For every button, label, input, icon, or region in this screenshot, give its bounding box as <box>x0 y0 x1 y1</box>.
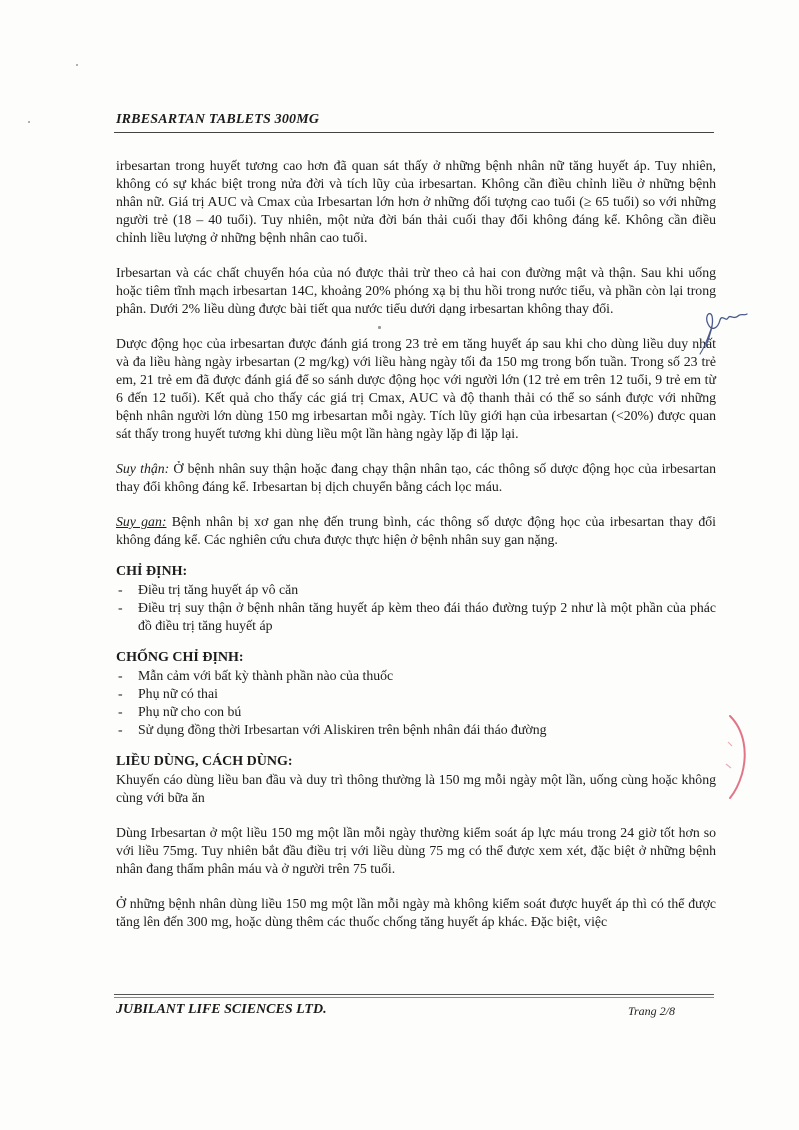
stamp-mark <box>720 712 760 802</box>
footer-page-number: Trang 2/8 <box>628 1004 676 1018</box>
hepatic-impairment-label: Suy gan: <box>116 514 167 529</box>
handwritten-signature <box>692 306 752 356</box>
paragraph-pediatric: Dược động học của irbesartan được đánh giá trong 23 trẻ em tăng huyết áp sau khi cho dùng liều duy nhất và đa liều hàng ngày irbesartan (2 mg/kg) với liều hàng ngày tối đa 150 mg trong bốn tuần. Trong số 23 trẻ em, 21 trẻ em đã được đánh giá để so sánh dược động học với người lớn (12 trẻ em trên 12 tuổi, 9 trẻ em từ 6 đến 12 tuổi). Kết quả cho thấy các giá trị Cmax, AUC và độ thanh thải có thể so sánh được với những bệnh nhân người lớn dùng 150 mg irbesartan mỗi ngày. Tích lũy giới hạn của irbesartan (<20%) được quan sát thấy trong huyết tương khi dùng liều một lần hàng ngày lặp đi lặp lại. <box>116 336 716 441</box>
paragraph-dosage-once-daily: Dùng Irbesartan ở một liều 150 mg một lần mỗi ngày thường kiểm soát áp lực máu trong 24 giờ tốt hơn so với liều 75mg. Tuy nhiên bắt đầu điều trị với liều dùng 75 mg có thể được xem xét, đặc biệt ở những bệnh nhân đang thẩm phân máu và ở người trên 75 tuổi. <box>116 825 716 876</box>
contraindications-heading: CHỐNG CHỈ ĐỊNH: <box>116 650 244 665</box>
scan-speck <box>28 121 30 123</box>
list-item: - Điều trị tăng huyết áp vô căn <box>116 581 716 599</box>
contraindications-list <box>116 667 716 739</box>
paragraph-renal-impairment <box>116 460 716 496</box>
list-item: - Điều trị suy thận ở bệnh nhân tăng huyết áp kèm theo đái tháo đường tuýp 2 như là một phần của phác đồ điều trị tăng huyết áp <box>116 599 716 635</box>
document-header-title: IRBESARTAN TABLETS 300MG <box>116 112 320 127</box>
list-item: - Sử dụng đồng thời Irbesartan với Aliskiren trên bệnh nhân đái tháo đường <box>116 721 716 739</box>
indications-list <box>116 581 716 635</box>
list-item: - Phụ nữ có thai <box>116 685 716 703</box>
header-divider <box>114 132 714 133</box>
scan-speck <box>76 64 78 66</box>
hepatic-impairment-text: Bệnh nhân bị xơ gan nhẹ đến trung bình, các thông số dược động học của irbesartan thay đổi không đáng kể. Các nghiên cứu chưa được thực hiện ở bệnh nhân suy gan nặng. <box>116 514 716 547</box>
dosage-heading: LIỀU DÙNG, CÁCH DÙNG: <box>116 754 293 769</box>
renal-impairment-label: Suy thận: <box>116 461 170 476</box>
paragraph-elimination: Irbesartan và các chất chuyển hóa của nó được thải trừ theo cả hai con đường mật và thận. Sau khi uống hoặc tiêm tĩnh mạch irbesartan 14C, khoảng 20% phóng xạ bị thu hồi trong nước tiểu, và phần còn lại trong phân. Dưới 2% liều dùng được bài tiết qua nước tiểu dưới dạng irbesartan không thay đổi. <box>116 265 716 316</box>
document-body <box>116 157 716 948</box>
footer-divider-secondary <box>114 997 714 998</box>
footer-divider <box>114 994 714 995</box>
list-item: - Mẫn cảm với bất kỳ thành phần nào của thuốc <box>116 667 716 685</box>
paragraph-dosage-titration: Ở những bệnh nhân dùng liều 150 mg một lần mỗi ngày mà không kiểm soát được huyết áp thì có thể được tăng lên đến 300 mg, hoặc dùng thêm các thuốc chống tăng huyết áp khác. Đặc biệt, việc <box>116 896 716 929</box>
footer-company: JUBILANT LIFE SCIENCES LTD. <box>116 1002 327 1017</box>
paragraph-pharmacokinetics-gender-age: irbesartan trong huyết tương cao hơn đã quan sát thấy ở những bệnh nhân nữ tăng huyết áp. Tuy nhiên, không có sự khác biệt trong nửa đời và tích lũy của irbesartan. Không cần điều chỉnh liều ở những bệnh nhân nữ. Giá trị AUC và Cmax của Irbesartan lớn hơn ở những đối tượng cao tuổi (≥ 65 tuổi) so với những người trẻ (18 – 40 tuổi). Tuy nhiên, một nửa đời bán thải cuối thay đổi không đáng kể. Không cần điều chỉnh liều lượng ở những bệnh nhân cao tuổi. <box>116 158 716 245</box>
paragraph-hepatic-impairment <box>116 513 716 549</box>
renal-impairment-text: Ở bệnh nhân suy thận hoặc đang chạy thận nhân tạo, các thông số dược động học của irbesartan thay đổi không đáng kể. Irbesartan bị dịch chuyển bằng cách lọc máu. <box>116 461 716 494</box>
list-item: - Phụ nữ cho con bú <box>116 703 716 721</box>
indications-heading: CHỈ ĐỊNH: <box>116 564 188 579</box>
paragraph-dosage-initial: Khuyến cáo dùng liều ban đầu và duy trì thông thường là 150 mg mỗi ngày một lần, uống cùng hoặc không cùng với bữa ăn <box>116 772 716 805</box>
